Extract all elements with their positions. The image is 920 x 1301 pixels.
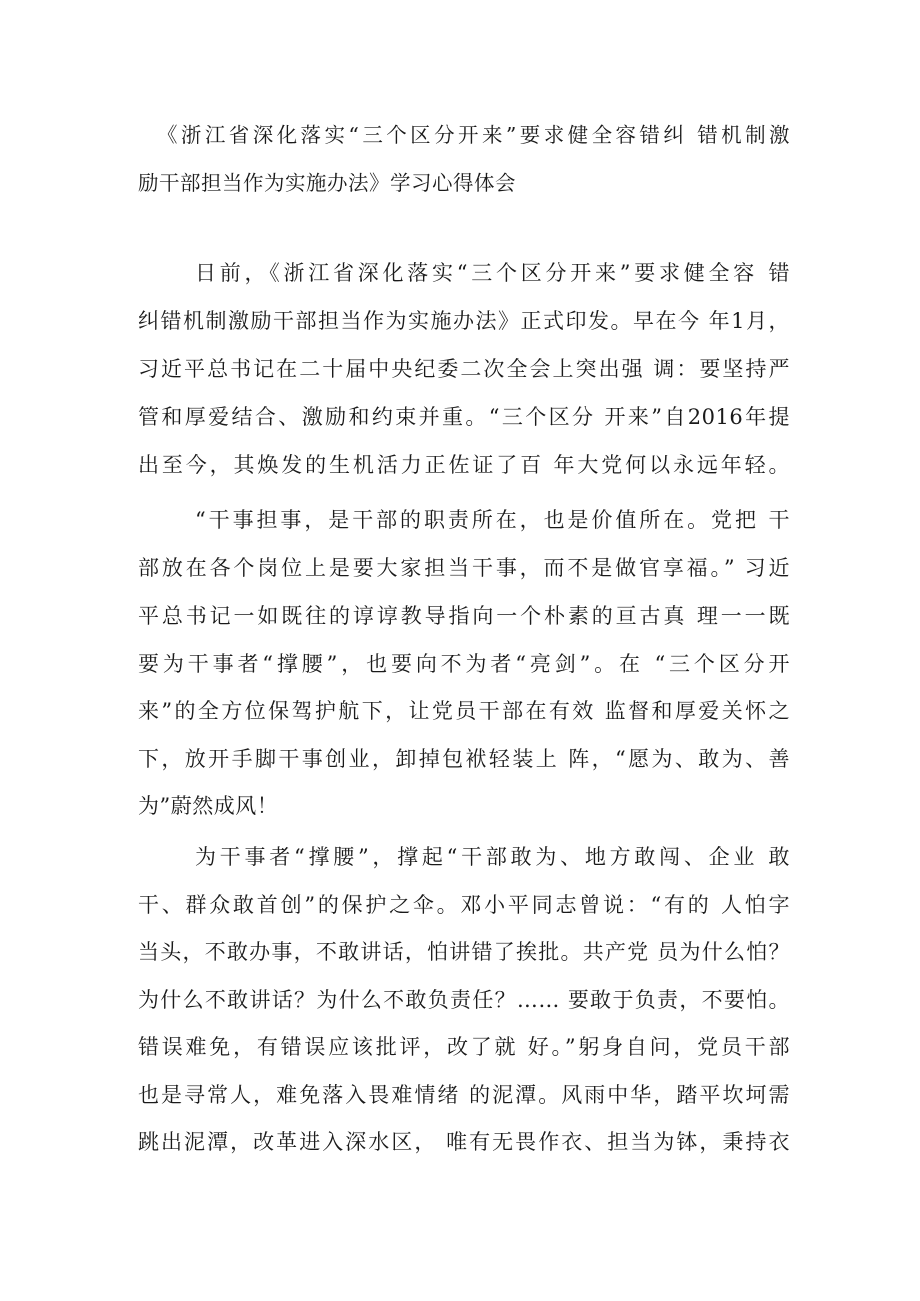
- paragraph-line: 下，放开手脚干事创业，卸掉包袱轻装上 阵，“愿为、敢为、善: [138, 747, 790, 771]
- paragraph-line: 跳出泥潭，改革进入深水区， 唯有无畏作衣、担当为钵，秉持衣: [138, 1130, 790, 1154]
- paragraph-line: 来”的全方位保驾护航下，让党员干部在有效 监督和厚爱关怀之: [138, 699, 790, 723]
- paragraph-line: 平总书记一如既往的谆谆教导指向一个朴素的亘古真 理一一既: [138, 604, 790, 628]
- paragraph-line: 错误难免，有错误应该批评，改了就 好。”躬身自问，党员干部: [138, 1035, 790, 1059]
- paragraph-line: 为干事者“撑腰”，撑起“干部敢为、地方敢闯、企业 敢: [195, 845, 790, 869]
- paragraph-line: 为”蔚然成风！: [138, 794, 279, 818]
- title-line: 《浙江省深化落实“三个区分开来”要求健全容错纠 错机制激: [157, 123, 790, 147]
- title-line: 励干部担当作为实施办法》学习心得体会: [138, 171, 516, 195]
- paragraph-line: “干事担事，是干部的职责所在，也是价值所在。党把 干: [195, 508, 790, 532]
- paragraph-line: 纠错机制激励干部担当作为实施办法》正式印发。早在今 年1月，: [138, 309, 790, 333]
- paragraph-line: 要为干事者“撑腰”，也要向不为者“亮剑”。在 “三个区分开: [138, 652, 790, 676]
- paragraph-line: 部放在各个岗位上是要大家担当干事，而不是做官享福。” 习近: [138, 556, 790, 580]
- paragraph-line: 也是寻常人，难免落入畏难情绪 的泥潭。风雨中华，踏平坎坷需: [138, 1083, 790, 1107]
- paragraph-line: 管和厚爱结合、激励和约束并重。“三个区分 开来”自2016年提: [138, 405, 790, 429]
- paragraph-line: 干、群众敢首创”的保护之伞。邓小平同志曾说：“有的 人怕字: [138, 893, 790, 917]
- paragraph-line: 日前，《浙江省深化落实“三个区分开来”要求健全容 错: [195, 261, 790, 285]
- paragraph-line: 习近平总书记在二十届中央纪委二次全会上突出强 调：要坚持严: [138, 357, 790, 381]
- paragraph-line: 出至今，其焕发的生机活力正佐证了百 年大党何以永远年轻。: [138, 453, 790, 477]
- paragraph-line: 为什么不敢讲话？为什么不敢负责任？…… 要敢于负责，不要怕。: [138, 988, 790, 1012]
- paragraph-line: 当头，不敢办事，不敢讲话，怕讲错了挨批。共产党 员为什么怕？: [138, 940, 790, 964]
